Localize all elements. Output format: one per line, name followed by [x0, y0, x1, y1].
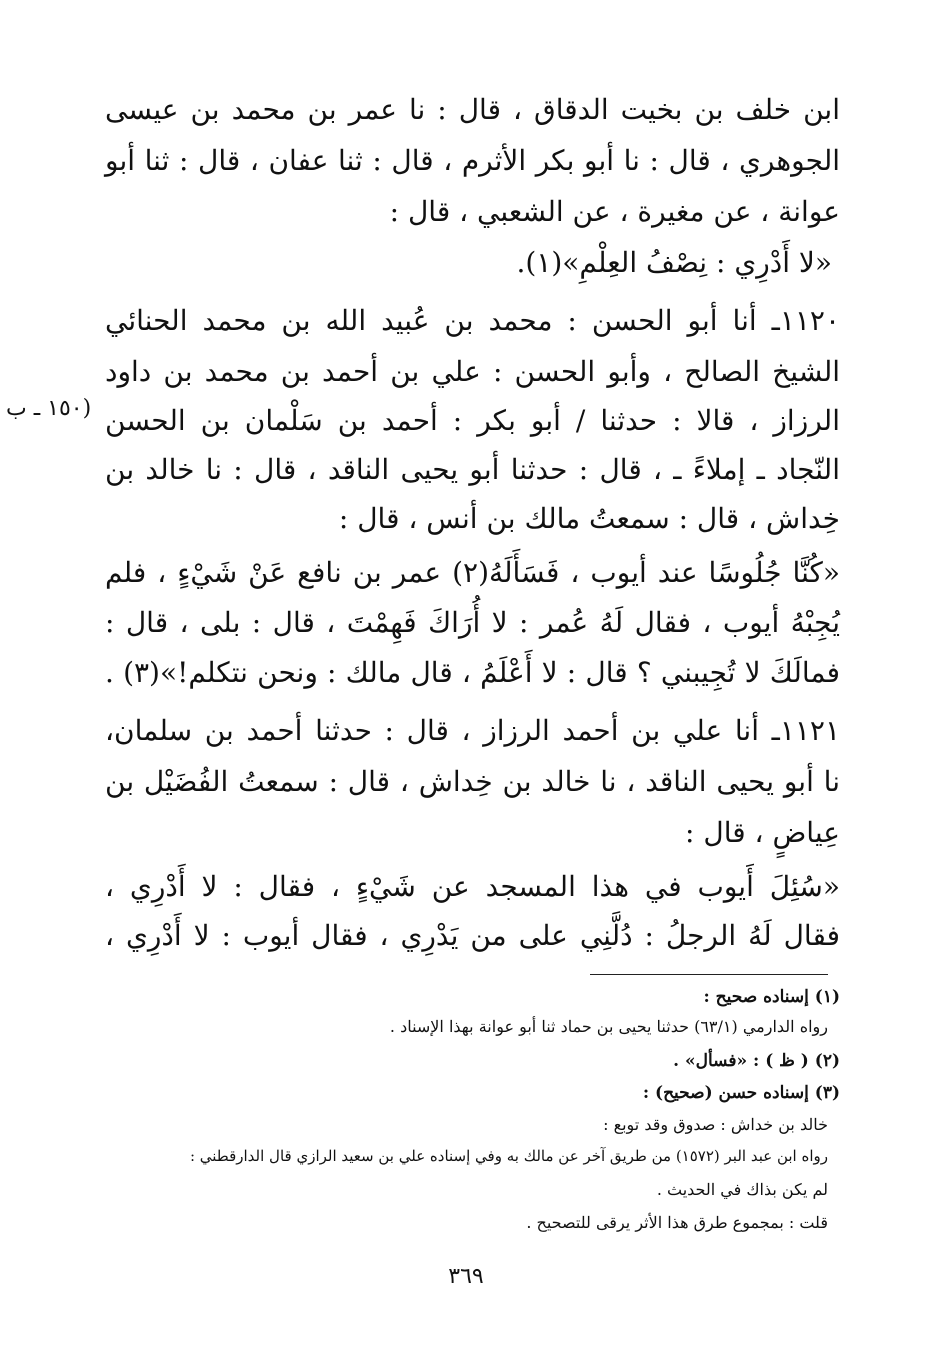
text-line: خِداش ، قال : سمعتُ مالك بن أنس ، قال : — [338, 502, 840, 535]
footnote-heading: (٣) إسناده حسن (صحيح) : — [642, 1083, 840, 1103]
hadith-1120-line: ١١٢٠ـ أنا أبو الحسن : محمد بن عُبيد الله بن محمد الحنائي — [105, 304, 840, 337]
text-line: الشيخ الصالح ، وأبو الحسن : علي بن أحمد بن محمد بن داود — [105, 355, 840, 388]
footnote-heading: (٢) ( ظ ) : «فسأل» . — [673, 1051, 840, 1071]
footnote-divider — [590, 974, 828, 975]
footnote-text: لم يكن بذاك في الحديث . — [656, 1180, 828, 1199]
text-line: نا أبو يحيى الناقد ، نا خالد بن خِداش ، قال : سمعتُ الفُضَيْل بن — [105, 765, 840, 798]
manuscript-folio-marker: (١٥٠ ـ ب — [6, 396, 92, 421]
text-line: ابن خلف بن بخيت الدقاق ، قال : نا عمر بن محمد بن عيسى — [105, 93, 840, 126]
text-line: عوانة ، عن مغيرة ، عن الشعبي ، قال : — [389, 195, 840, 228]
text-line: النّجاد ـ إملاءً ـ ، قال : حدثنا أبو يحيى الناقد ، قال : نا خالد بن — [105, 453, 840, 486]
quote-line: فقال لَهُ الرجلُ : دُلَّنِي على من يَدْرِي ، فقال أيوب : لا أَدْرِي ، — [105, 919, 840, 952]
quote-line: يُجِبْهُ أيوب ، فقال لَهُ عُمر : لا أُرَاكَ فَهِمْتَ ، قال : بلى ، قال : — [105, 606, 840, 639]
quote-line: «لا أَدْرِي : نِصْفُ العِلْمِ»(١). — [516, 246, 832, 279]
quote-line: فمالَكَ لا تُجِيبني ؟ قال : لا أَعْلَمُ ، قال مالك : ونحن نتكلم!»(٣) . — [105, 656, 840, 689]
footnote-text: رواه ابن عبد البر (١٥٧٢) من طريق آخر عن مالك به وفي إسناده علي بن سعيد الرازي قال الدارقطني : — [189, 1147, 828, 1165]
page-number: ٣٦٩ — [448, 1264, 484, 1289]
footnote-text: قلت : بمجموع طرق هذا الأثر يرقى للتصحيح . — [526, 1213, 828, 1232]
quote-line: «سُئِلَ أَيوب في هذا المسجد عن شَيْءٍ ، فقال : لا أَدْرِي ، — [105, 870, 840, 903]
text-line: الجوهري ، قال : نا أبو بكر الأثرم ، قال : ثنا عفان ، قال : ثنا أبو — [105, 144, 840, 177]
footnote-text: خالد بن خداش : صدوق وقد توبع : — [603, 1115, 828, 1134]
quote-line: «كُنَّا جُلُوسًا عند أيوب ، فَسَأَلَهُ(٢) عمر بن نافع عَنْ شَيْءٍ ، فلم — [105, 556, 840, 589]
text-line: الرزاز ، قالا : حدثنا / أبو بكر : أحمد بن سَلْمان بن الحسن — [105, 404, 840, 437]
footnote-heading: (١) إسناده صحيح : — [703, 987, 840, 1007]
footnote-text: رواه الدارمي (٦٣/١) حدثنا يحيى بن حماد ثنا أبو عوانة بهذا الإسناد . — [389, 1017, 828, 1036]
hadith-1121-line: ١١٢١ـ أنا علي بن أحمد الرزاز ، قال : حدثنا أحمد بن سلمان، — [105, 714, 840, 747]
text-line: عِياضٍ ، قال : — [685, 816, 840, 849]
